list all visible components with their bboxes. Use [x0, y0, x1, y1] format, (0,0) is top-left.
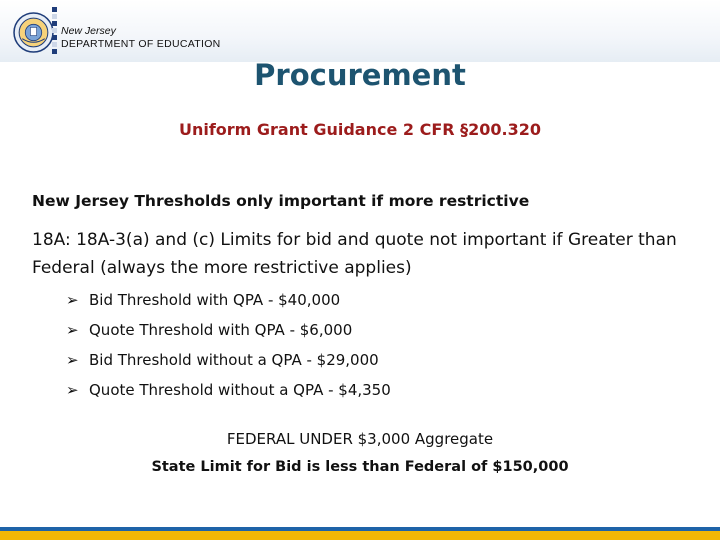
list-item — [66, 285, 391, 315]
page-subtitle: Uniform Grant Guidance 2 CFR §200.320 — [178, 120, 542, 139]
list-item-text: Quote Threshold without a QPA - $4,350 — [89, 381, 391, 399]
federal-limit-line: FEDERAL UNDER $3,000 Aggregate — [226, 430, 494, 448]
footer-gold-stripe — [0, 531, 720, 540]
statute-paragraph: 18A: 18A-3(a) and (c) Limits for bid and quote not important if Greater than Federal (always the more restrictive applies) — [32, 230, 677, 278]
threshold-list — [66, 285, 391, 405]
arrow-bullet-icon: ➢ — [66, 321, 79, 339]
list-item — [66, 375, 391, 405]
state-limit-line: State Limit for Bid is less than Federal of $150,000 — [151, 459, 569, 475]
list-item — [66, 345, 391, 375]
agency-name — [61, 25, 221, 51]
list-item-text: Quote Threshold with QPA - $6,000 — [89, 321, 353, 339]
list-item-text: Bid Threshold without a QPA - $29,000 — [89, 351, 379, 369]
nj-thresholds-note: New Jersey Thresholds only important if more restrictive — [32, 192, 530, 210]
nj-state-seal-icon — [13, 12, 54, 53]
page-title: Procurement — [254, 58, 466, 92]
footer-bar — [0, 527, 720, 540]
header-stripe — [52, 7, 57, 57]
arrow-bullet-icon: ➢ — [66, 291, 79, 309]
list-item-text: Bid Threshold with QPA - $40,000 — [89, 291, 341, 309]
agency-department: DEPARTMENT OF EDUCATION — [61, 38, 221, 50]
arrow-bullet-icon: ➢ — [66, 351, 79, 369]
list-item — [66, 315, 391, 345]
agency-state: New Jersey — [61, 25, 116, 37]
arrow-bullet-icon: ➢ — [66, 381, 79, 399]
